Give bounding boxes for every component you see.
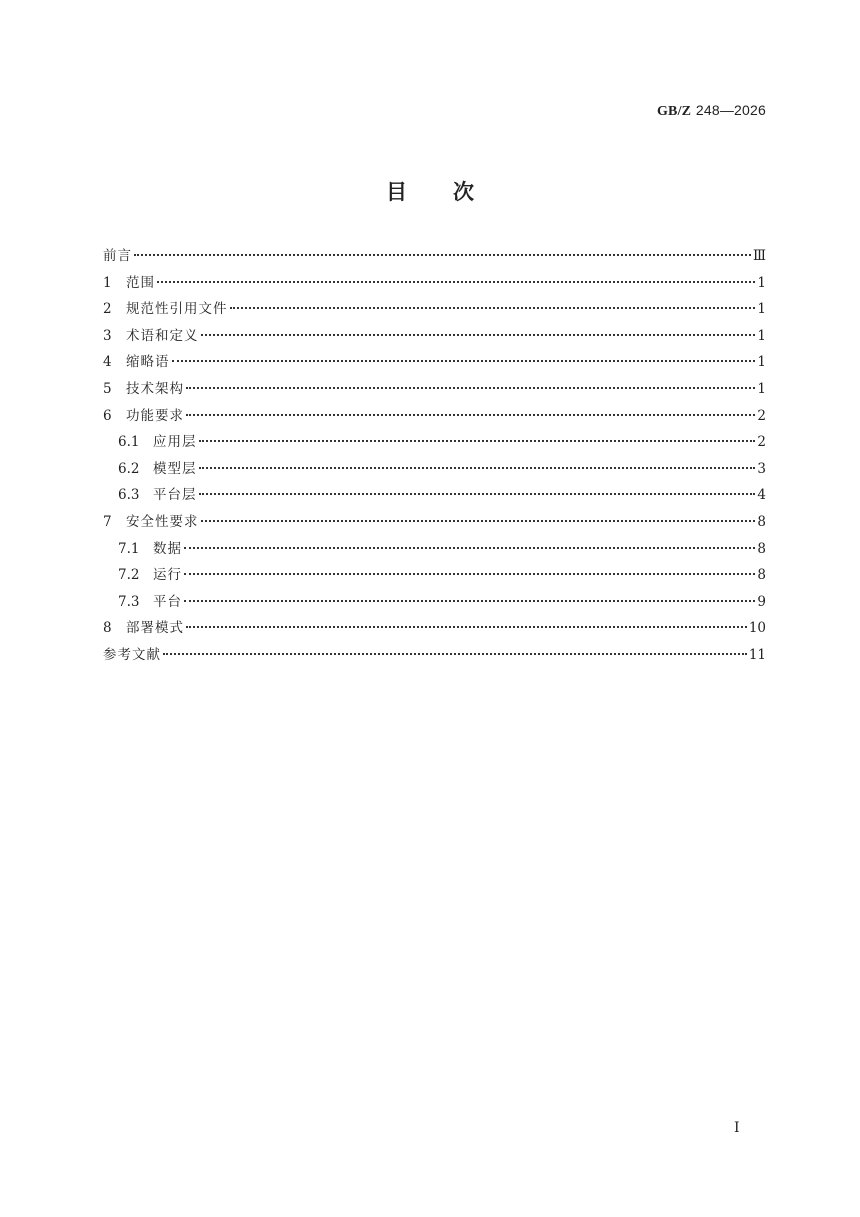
toc-leader-dots: [199, 467, 756, 469]
toc-entry-label: 运行: [153, 567, 182, 584]
toc-leader-dots: [199, 493, 756, 495]
standard-code: [657, 102, 766, 120]
toc-entry-number: 6: [103, 407, 112, 424]
toc-leader-dots: [186, 626, 747, 628]
toc-entry-page: 1: [757, 301, 766, 318]
toc-entry-page: 9: [757, 593, 766, 610]
toc-entry-label: 技术架构: [126, 380, 184, 397]
toc-entry-number: 2: [103, 301, 112, 318]
toc-entry-page: 8: [757, 540, 766, 557]
toc-leader-dots: [186, 414, 755, 416]
toc-entry[interactable]: [103, 246, 766, 273]
standard-code-prefix: GB/Z: [656, 104, 692, 119]
toc-entry[interactable]: [103, 645, 766, 672]
toc-leader-dots: [184, 573, 755, 575]
toc-entry[interactable]: [103, 273, 766, 300]
toc-entry-number: 7: [103, 513, 112, 530]
toc-entry[interactable]: [103, 592, 766, 619]
toc-entry-number: 3: [103, 327, 112, 344]
toc-leader-dots: [199, 440, 756, 442]
toc-entry-page: 1: [757, 380, 766, 397]
toc-entry[interactable]: [103, 352, 766, 379]
toc-entry-label: 安全性要求: [126, 513, 199, 530]
toc-entry-page: 1: [757, 274, 766, 291]
toc-leader-dots: [172, 360, 756, 362]
toc-entry-page: 8: [757, 567, 766, 584]
toc-entry-page: 8: [757, 513, 766, 530]
toc-entry-number: 1: [103, 274, 112, 291]
toc-entry[interactable]: [103, 459, 766, 486]
toc-leader-dots: [186, 387, 755, 389]
standard-code-number: 248—2026: [695, 102, 766, 118]
toc-entry-label: 前言: [103, 248, 132, 264]
toc-entry-label: 模型层: [153, 460, 197, 477]
toc-entry-label: 数据: [153, 540, 182, 557]
toc-leader-dots: [201, 334, 756, 336]
toc-entry-page: 2: [757, 434, 766, 451]
page-title-char-2: 次: [453, 180, 474, 204]
toc-entry[interactable]: [103, 565, 766, 592]
toc-entry-number: 7.3: [118, 593, 140, 610]
toc-entry-page: 1: [757, 354, 766, 371]
toc-entry-label: 参考文献: [103, 646, 161, 663]
toc-entry-number: 5: [103, 380, 112, 397]
toc-entry-page: 4: [757, 487, 766, 504]
toc-entry-label: 部署模式: [126, 620, 184, 637]
toc-entry[interactable]: [103, 539, 766, 566]
toc-entry[interactable]: [103, 379, 766, 406]
toc-entry-number: 6.3: [118, 487, 140, 504]
toc-entry-number: 7.2: [118, 567, 140, 584]
toc-leader-dots: [184, 600, 755, 602]
toc-entry-label: 规范性引用文件: [126, 301, 228, 318]
toc-entry-number: 8: [103, 620, 112, 637]
toc-entry[interactable]: [103, 485, 766, 512]
toc-entry-label: 术语和定义: [126, 327, 199, 344]
toc-leader-dots: [184, 547, 755, 549]
toc-entry[interactable]: [103, 512, 766, 539]
toc-entry-label: 平台: [153, 593, 182, 610]
toc-entry-number: 6.1: [118, 434, 140, 451]
toc-entry[interactable]: [103, 432, 766, 459]
toc-entry-page: 11: [748, 646, 766, 663]
toc-entry-label: 范围: [126, 274, 155, 291]
footer-page-number: I: [734, 1120, 740, 1136]
toc-leader-dots: [201, 520, 756, 522]
toc-entry-label: 应用层: [153, 434, 197, 451]
toc-entry-label: 平台层: [153, 487, 197, 504]
toc-entry[interactable]: [103, 618, 766, 645]
page-title: [0, 176, 860, 206]
toc-leader-dots: [157, 281, 755, 283]
toc-entry[interactable]: [103, 406, 766, 433]
toc-entry-page: 1: [757, 327, 766, 344]
table-of-contents: [103, 246, 766, 672]
toc-entry[interactable]: [103, 299, 766, 326]
toc-entry-number: 4: [103, 354, 112, 371]
toc-entry-label: 缩略语: [126, 354, 170, 371]
toc-leader-dots: [163, 653, 747, 655]
toc-entry-number: 6.2: [118, 460, 140, 477]
toc-leader-dots: [134, 254, 751, 256]
toc-entry-page: Ⅲ: [752, 248, 766, 264]
toc-entry-page: 10: [748, 620, 766, 637]
page-title-char-1: 目: [386, 180, 407, 204]
toc-entry-page: 2: [757, 407, 766, 424]
toc-entry-page: 3: [757, 460, 766, 477]
toc-entry-number: 7.1: [118, 540, 140, 557]
toc-leader-dots: [230, 307, 756, 309]
toc-entry-label: 功能要求: [126, 407, 184, 424]
toc-entry[interactable]: [103, 326, 766, 353]
